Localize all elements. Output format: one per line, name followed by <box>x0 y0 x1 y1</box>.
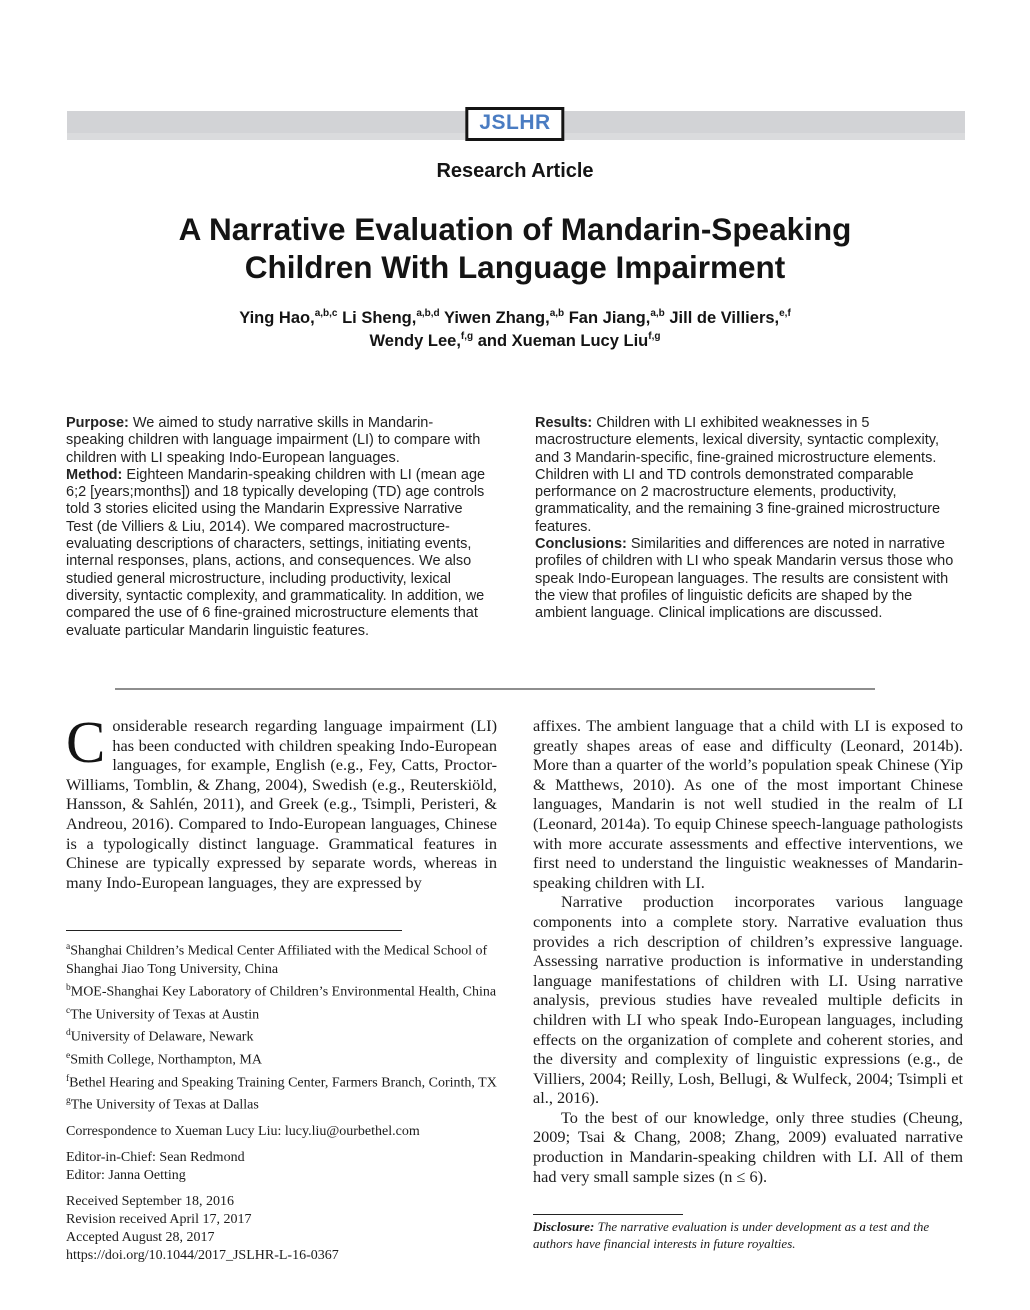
correspondence-note: Correspondence to Xueman Lucy Liu: lucy.liu@ourbethel.com <box>66 1123 420 1139</box>
disclosure-label: Disclosure: <box>533 1219 595 1235</box>
author-name: Yiwen Zhang, <box>439 309 550 327</box>
affiliation-text: Shanghai Children’s Medical Center Affiliated with the Medical School of Shanghai Jiao Tong University, China <box>66 944 488 977</box>
disclosure-text: The narrative evaluation is under development as a test and the authors have financial interests in future royalties. <box>533 1219 930 1251</box>
affiliation-item <box>66 938 497 979</box>
editors-block <box>66 1149 497 1185</box>
author-affil-marks: f,g <box>648 330 661 342</box>
affiliation-text: Bethel Hearing and Speaking Training Center, Farmers Branch, Corinth, TX <box>69 1075 497 1091</box>
affiliation-list <box>66 938 497 1115</box>
body-right-column <box>533 716 963 1252</box>
affiliation-mark: a <box>66 942 71 953</box>
journal-badge <box>465 107 564 141</box>
author-affil-marks: e,f <box>779 307 791 319</box>
purpose-label: Purpose: <box>66 415 129 431</box>
affiliation-text: MOE-Shanghai Key Laboratory of Children’s Environmental Health, China <box>70 984 497 1000</box>
received-date: Received September 18, 2016 <box>66 1193 234 1209</box>
abstract-method <box>66 467 487 640</box>
results-label: Results: <box>535 415 593 431</box>
author-byline <box>0 307 1030 353</box>
article-title <box>0 210 1030 286</box>
affiliation-mark: g <box>66 1096 71 1107</box>
affiliation-item <box>66 1002 497 1025</box>
affiliation-mark: b <box>66 983 71 993</box>
disclosure-rule <box>533 1214 683 1215</box>
author-affil-marks: a,b,c <box>314 307 338 319</box>
editor-note: Editor: Janna Oetting <box>66 1167 186 1183</box>
author-name: Li Sheng, <box>337 309 417 327</box>
affiliation-text: University of Delaware, Newark <box>70 1029 254 1045</box>
article-type-heading: Research Article <box>436 160 594 182</box>
author-name: Fan Jiang, <box>564 309 651 327</box>
affiliation-item <box>66 1047 497 1070</box>
results-text: Children with LI exhibited weaknesses in 5 macrostructure elements, lexical diversity, syntactic complexity, and 3 Mandarin-specific, fine-grained microstructure elements. Children with LI and TD controls demonstrated comparable performance on 2 macrostructure elements, productivity, grammaticality, and the remaining 3 fine-grained microstructure features. <box>535 415 941 535</box>
footnote-rule <box>66 930 402 931</box>
abstract-right-column <box>535 415 963 623</box>
author-affil-marks: a,b,d <box>416 307 440 319</box>
affiliation-mark: d <box>66 1028 71 1039</box>
affiliation-text: The University of Texas at Dallas <box>70 1097 259 1113</box>
author-affil-marks: f,g <box>460 330 474 342</box>
affiliation-mark: f <box>66 1073 70 1084</box>
revision-date: Revision received April 17, 2017 <box>66 1211 252 1227</box>
affiliation-item <box>66 1092 497 1115</box>
editor-in-chief-note: Editor-in-Chief: Sean Redmond <box>66 1149 245 1165</box>
author-name: and Xueman Lucy Liu <box>473 332 649 350</box>
abstract-divider-rule <box>115 688 875 690</box>
affiliation-text: Smith College, Northampton, MA <box>70 1052 262 1068</box>
body-left-column <box>66 709 497 1265</box>
conclusions-text: Similarities and differences are noted in narrative profiles of children with LI who speak Mandarin versus those who speak Indo-European languages. The results are consistent with the view that profiles of linguistic deficits are shaped by the ambient language. Clinical implications are discussed. <box>535 536 954 622</box>
doi-text: https://doi.org/10.1044/2017_JSLHR-L-16-0367 <box>66 1247 339 1263</box>
article-body <box>66 709 965 1310</box>
abstract-results <box>535 415 963 536</box>
affiliation-item <box>66 979 497 1002</box>
body-paragraph-1-text: onsiderable research regarding language impairment (LI) has been conducted with children speaking Indo-European languages, for example, English (e.g., Fey, Catts, Proctor-Williams, Tomblin, & Zhang, 2004), Swedish (e.g., Reuterskiöld, Hansson, & Sahlén, 2011), and Greek (e.g., Tsimpli, Peristeri, & Andreou, 2016). Compared to Indo-European languages, Chinese is a typologically distinct language. Grammatical features in Chinese are typically expressed by separate words, whereas in many Indo-European languages, they are expressed by <box>66 716 497 892</box>
drop-cap: C <box>66 709 106 775</box>
accepted-date: Accepted August 28, 2017 <box>66 1229 215 1245</box>
affiliation-mark: e <box>66 1050 71 1061</box>
abstract-conclusions <box>535 536 963 622</box>
body-paragraph-3: Narrative production incorporates various language components into a complete story. Narrative evaluation thus provides a rich description of children’s expressive language. Assessing narrative production is informative in understanding language manifestations of children with LI. Using narrative analysis, previous studies have revealed multiple deficits in children with LI who speak Indo-European languages, including effects on the organization of complete and coherent stories, and the diversity and complexity of linguistic expressions (e.g., de Villiers, 2004; Reilly, Losh, Bellugi, & Wulfeck, 2004; Tsimpli et al., 2016). <box>533 892 963 1108</box>
author-name: Ying Hao, <box>239 309 315 327</box>
affiliation-item <box>66 1070 497 1093</box>
abstract-purpose <box>66 415 487 467</box>
method-label: Method: <box>66 466 123 483</box>
method-text: Eighteen Mandarin-speaking children with LI (mean age 6;2 [years;months]) and 18 typically developing (TD) age controls told 3 stories elicited using the Mandarin Expressive Narrative Test (de Villiers & Liu, 2014). We compared macrostructure-evaluating descriptions of characters, settings, initiating events, internal responses, plans, actions, and consequences. We also studied general microstructure, including productivity, lexical diversity, syntactic complexity, and grammaticality. In addition, we compared the use of 6 fine-grained microstructure elements that evaluate particular Mandarin linguistic features. <box>66 466 486 639</box>
article-title-line1: A Narrative Evaluation of Mandarin-Speaking <box>178 211 852 247</box>
affiliation-mark: c <box>66 1005 71 1016</box>
dates-block <box>66 1193 497 1265</box>
disclosure-note <box>533 1219 963 1252</box>
author-name: Jill de Villiers, <box>664 309 780 327</box>
affiliation-item <box>66 1024 497 1047</box>
abstract-left-column <box>66 415 487 640</box>
article-title-line2: Children With Language Impairment <box>244 249 786 285</box>
body-paragraph-2: affixes. The ambient language that a child with LI is exposed to greatly shapes areas of ease and difficulty (Leonard, 2014b). More than a quarter of the world’s population speak Chinese (Yip & Matthews, 2010). As one of the most important Chinese languages, Mandarin is not well studied in the realm of LI (Leonard, 2014a). To equip Chinese speech-language pathologists with more accurate assessments and effective interventions, we first need to understand the linguistic weaknesses of Mandarin-speaking children with LI. <box>533 716 963 892</box>
body-paragraph-4: To the best of our knowledge, only three studies (Cheung, 2009; Tsai & Chang, 2008; Zhang, 2009) evaluated narrative production in Mandarin-speaking children with LI. All of them had very small sample sizes (n ≤ 6). <box>533 1107 963 1186</box>
author-affil-marks: a,b <box>650 307 665 319</box>
journal-badge-label: JSLHR <box>479 111 551 134</box>
abstract <box>66 415 965 675</box>
affiliation-text: The University of Texas at Austin <box>70 1007 260 1023</box>
conclusions-label: Conclusions: <box>535 536 627 553</box>
author-affil-marks: a,b <box>549 307 565 319</box>
author-name: Wendy Lee, <box>369 332 461 350</box>
body-paragraph-1 <box>66 709 497 892</box>
purpose-text: We aimed to study narrative skills in Mandarin-speaking children with language impairment (LI) to compare with children with LI speaking Indo-European languages. <box>66 415 481 466</box>
